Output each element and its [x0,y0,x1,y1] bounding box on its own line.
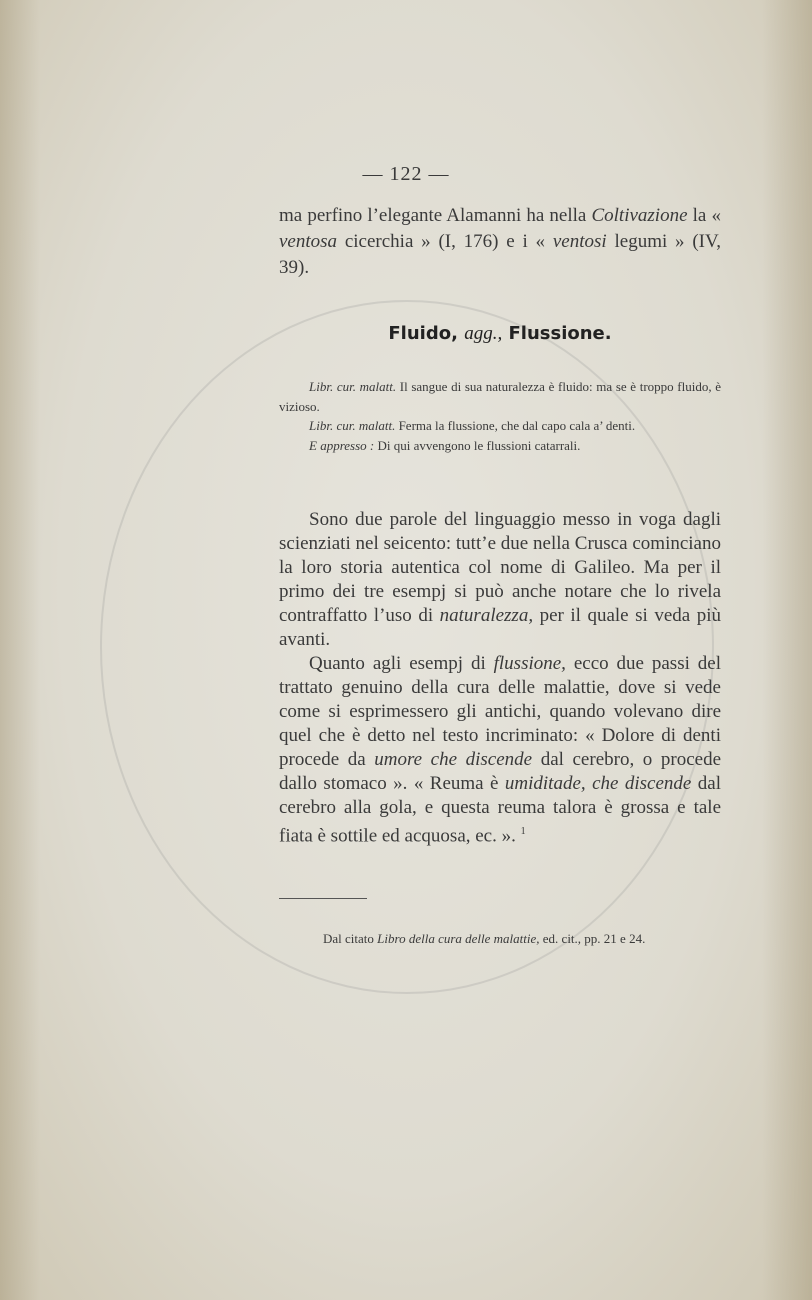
section-heading [279,323,721,345]
text-run: dal cerebro, o procede dallo stomaco ». « Reuma è [279,749,722,794]
quotation-text: Di qui avvengono le flussioni catarrali. [374,437,581,453]
italic-run: Coltivazione [591,205,688,226]
quotation-source: Libr. cur. malatt. [309,379,397,394]
footnote [279,929,721,948]
text-run: ecco due passi del trattato genuino della cura delle malattie, dove si vede come si esprimessero gli antichi, quando volevano dire quel che è detto nel testo incriminato: « Dolore di denti procede da [279,653,721,770]
italic-run: flussione, [493,653,566,674]
text-run: Quanto agli esempj di [309,653,494,674]
text-run: legumi » (IV, 39). [279,231,721,278]
footnote-divider [279,898,367,899]
page-edge-shadow-right [762,0,812,1300]
quotation [279,436,721,456]
page-edge-shadow-left [0,0,40,1300]
text-run: Dal citato [323,931,378,946]
text-run: cicerchia » (I, 176) e i « [337,231,553,252]
quotation [279,377,721,416]
italic-run: naturalezza, [439,605,534,626]
page-number: — 122 — [362,163,450,185]
footnote-reference: 1 [520,826,526,837]
text-run: per il quale si veda più avanti. [279,605,722,650]
text-run: la « [687,205,721,226]
italic-run: umiditade, che discende [504,773,692,794]
text-run: ma perfino l’elegante Alamanni ha nella [279,205,592,226]
intro-paragraph [279,203,721,281]
quotation-source: Libr. cur. malatt. [309,418,396,433]
heading-abbreviation: agg., [464,323,503,344]
italic-run: umore che discende [374,749,533,770]
quotation-source: E appresso : [309,437,375,453]
quotations-block [279,377,721,455]
heading-word-flussione: Flussione. [508,323,612,344]
quotation-text: Il sangue di sua naturalezza è fluido: ma se è troppo fluido, è vizioso. [279,379,721,414]
text-run: ed. cit., pp. 21 e 24. [539,931,646,946]
paragraph-2 [279,508,721,652]
quotation-text: Ferma la flussione, che dal capo cala a’ denti. [395,418,636,433]
italic-run: ventosi [552,231,607,252]
heading-word-fluido: Fluido, [388,323,458,344]
footnote-text [279,929,721,948]
text-run: Sono due parole del linguaggio messo in voga dagli scienziati nel seicento: tutt’e due nella Crusca cominciano la loro storia autentica col nome di Galileo. Ma per il primo dei tre esempj si può anche notare che lo rivela contraffatto l’uso di [279,509,721,626]
text-run: dal cerebro alla gola, e questa reuma talora è grossa e tale fiata è sottile ed acquosa, ec. ». [279,773,722,847]
italic-run: Libro della cura delle malattie, [377,931,540,946]
paragraph-3 [279,652,721,848]
quotation [279,416,721,436]
italic-run: ventosa [279,231,338,252]
body-text [279,508,721,848]
